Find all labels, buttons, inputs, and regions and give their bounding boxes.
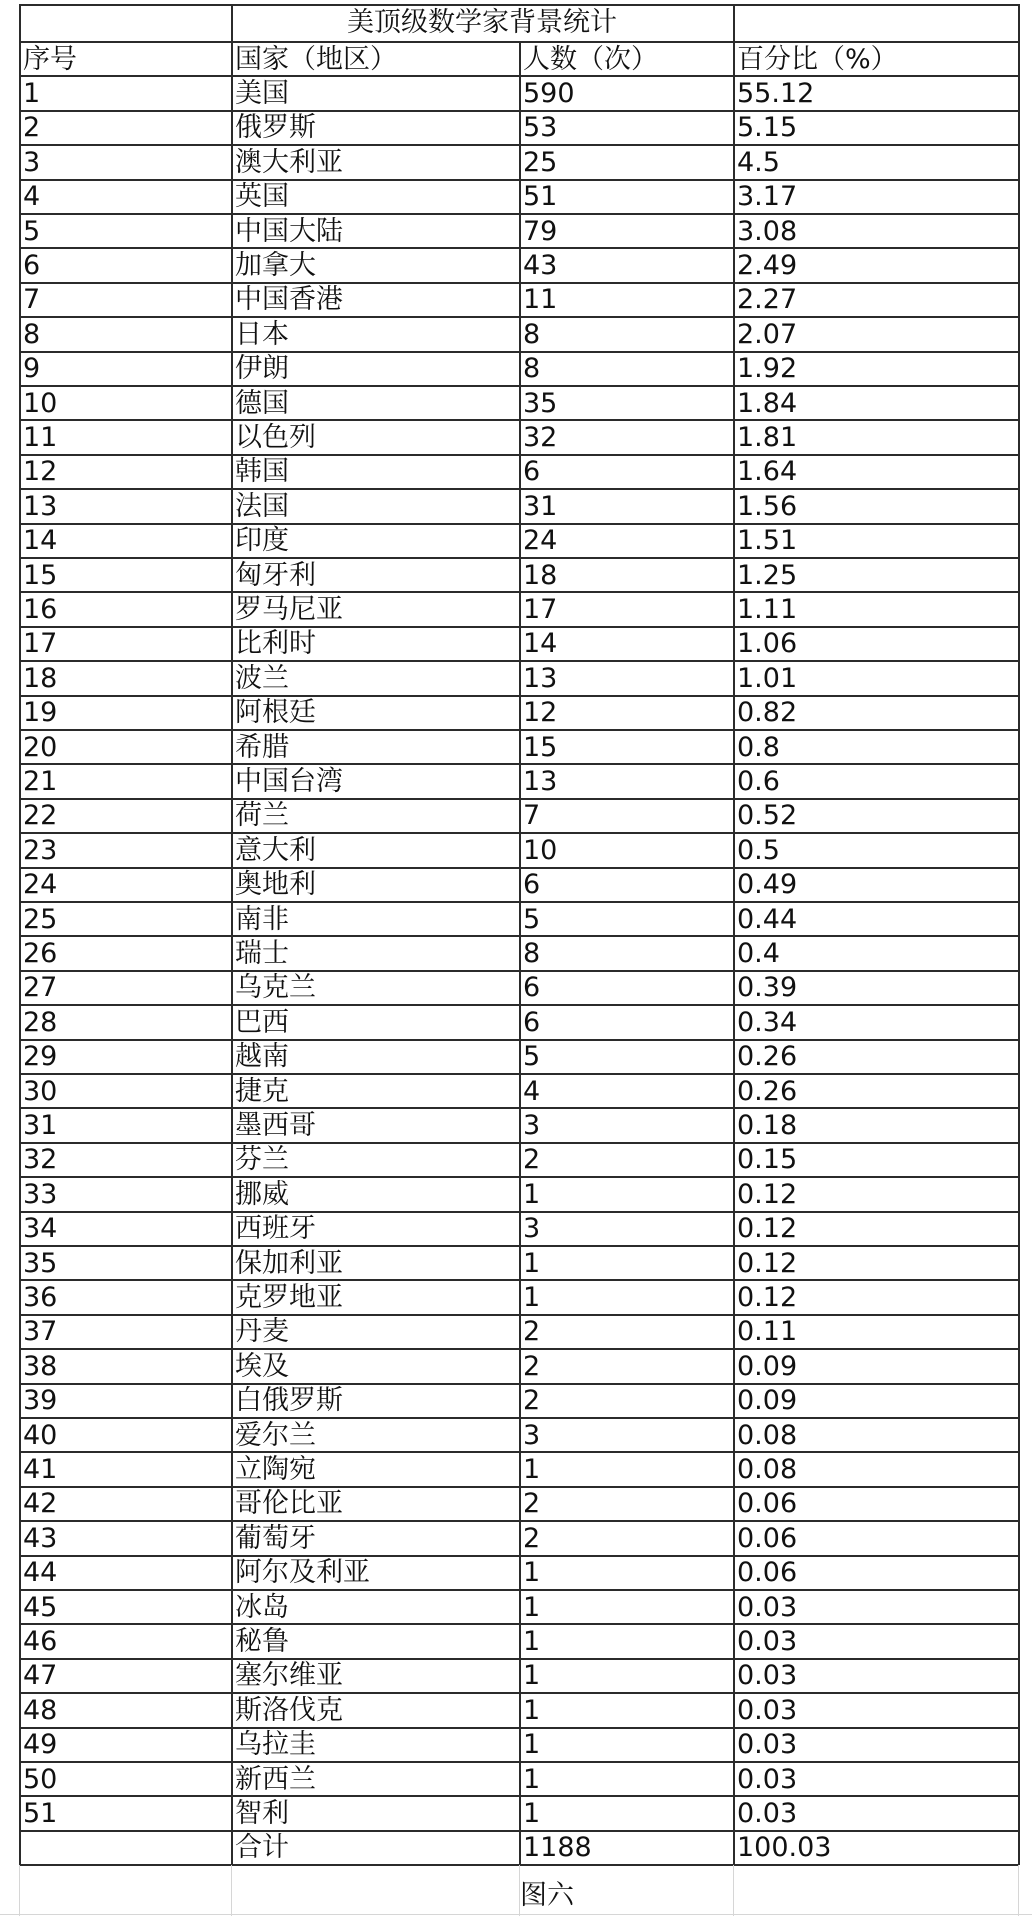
cell-country: 芬兰 bbox=[235, 1144, 289, 1176]
cell-index: 37 bbox=[23, 1316, 58, 1348]
cell-index: 34 bbox=[23, 1213, 58, 1245]
cell-country: 罗马尼亚 bbox=[235, 593, 343, 625]
cell-percent: 1.81 bbox=[737, 421, 798, 453]
cell-index: 17 bbox=[23, 628, 58, 660]
cell-country: 德国 bbox=[235, 387, 289, 419]
cell-index: 3 bbox=[23, 146, 41, 178]
cell-index: 14 bbox=[23, 525, 58, 557]
cell-percent: 0.03 bbox=[737, 1625, 798, 1657]
cell-percent: 1.92 bbox=[737, 353, 798, 385]
column-divider bbox=[733, 4, 735, 1865]
cell-country: 保加利亚 bbox=[235, 1247, 343, 1279]
cell-country: 乌克兰 bbox=[235, 972, 316, 1004]
cell-index: 41 bbox=[23, 1453, 58, 1485]
cell-index: 51 bbox=[23, 1797, 58, 1829]
cell-index: 30 bbox=[23, 1075, 58, 1107]
cell-index: 15 bbox=[23, 559, 58, 591]
cell-country: 秘鲁 bbox=[235, 1625, 289, 1657]
cell-country: 比利时 bbox=[235, 628, 316, 660]
cell-count: 32 bbox=[523, 421, 558, 453]
cell-index: 25 bbox=[23, 903, 58, 935]
cell-count: 13 bbox=[523, 662, 558, 694]
cell-index: 8 bbox=[23, 318, 41, 350]
cell-percent: 0.12 bbox=[737, 1247, 798, 1279]
cell-country: 法国 bbox=[235, 490, 289, 522]
cell-count: 1 bbox=[523, 1247, 541, 1279]
cell-count: 1 bbox=[523, 1178, 541, 1210]
cell-index: 20 bbox=[23, 731, 58, 763]
cell-index: 4 bbox=[23, 181, 41, 213]
cell-country: 乌拉圭 bbox=[235, 1729, 316, 1761]
cell-index: 12 bbox=[23, 456, 58, 488]
cell-country: 越南 bbox=[235, 1041, 289, 1073]
cell-count: 1 bbox=[523, 1729, 541, 1761]
cell-count: 35 bbox=[523, 387, 558, 419]
cell-percent: 1.06 bbox=[737, 628, 798, 660]
grid-faint bbox=[19, 1865, 20, 1916]
cell-count: 11 bbox=[523, 284, 558, 316]
cell-percent: 1.51 bbox=[737, 525, 798, 557]
cell-count: 2 bbox=[523, 1144, 541, 1176]
cell-index: 1 bbox=[23, 77, 41, 109]
cell-index: 36 bbox=[23, 1281, 58, 1313]
cell-percent: 0.82 bbox=[737, 697, 798, 729]
cell-count: 2 bbox=[523, 1522, 541, 1554]
cell-percent: 0.09 bbox=[737, 1350, 798, 1382]
cell-country: 哥伦比亚 bbox=[235, 1488, 343, 1520]
cell-country: 奥地利 bbox=[235, 869, 316, 901]
cell-count: 1 bbox=[523, 1797, 541, 1829]
header-count: 人数（次） bbox=[523, 43, 658, 75]
border-top bbox=[20, 4, 1019, 6]
cell-count: 24 bbox=[523, 525, 558, 557]
cell-country: 日本 bbox=[235, 318, 289, 350]
cell-count: 2 bbox=[523, 1385, 541, 1417]
cell-percent: 0.6 bbox=[737, 765, 780, 797]
cell-country: 荷兰 bbox=[235, 800, 289, 832]
total-percent: 100.03 bbox=[737, 1832, 832, 1864]
cell-percent: 1.01 bbox=[737, 662, 798, 694]
cell-country: 希腊 bbox=[235, 731, 289, 763]
cell-percent: 0.09 bbox=[737, 1385, 798, 1417]
cell-index: 22 bbox=[23, 800, 58, 832]
header-country: 国家（地区） bbox=[235, 43, 397, 75]
cell-country: 冰岛 bbox=[235, 1591, 289, 1623]
cell-percent: 0.06 bbox=[737, 1488, 798, 1520]
cell-index: 7 bbox=[23, 284, 41, 316]
cell-percent: 0.03 bbox=[737, 1729, 798, 1761]
cell-percent: 0.11 bbox=[737, 1316, 798, 1348]
cell-count: 8 bbox=[523, 937, 541, 969]
cell-index: 16 bbox=[23, 593, 58, 625]
cell-count: 6 bbox=[523, 456, 541, 488]
grid-faint bbox=[1018, 1865, 1019, 1916]
cell-count: 1 bbox=[523, 1591, 541, 1623]
cell-index: 6 bbox=[23, 249, 41, 281]
cell-country: 俄罗斯 bbox=[235, 112, 316, 144]
cell-country: 爱尔兰 bbox=[235, 1419, 316, 1451]
total-index bbox=[23, 1831, 229, 1865]
cell-count: 31 bbox=[523, 490, 558, 522]
cell-count: 1 bbox=[523, 1557, 541, 1589]
cell-country: 韩国 bbox=[235, 456, 289, 488]
cell-count: 5 bbox=[523, 1041, 541, 1073]
cell-count: 3 bbox=[523, 1213, 541, 1245]
cell-index: 42 bbox=[23, 1488, 58, 1520]
cell-index: 39 bbox=[23, 1385, 58, 1417]
grid-faint bbox=[733, 1865, 734, 1916]
cell-count: 1 bbox=[523, 1660, 541, 1692]
cell-percent: 1.84 bbox=[737, 387, 798, 419]
cell-count: 1 bbox=[523, 1453, 541, 1485]
cell-index: 24 bbox=[23, 869, 58, 901]
cell-percent: 0.08 bbox=[737, 1453, 798, 1485]
cell-index: 11 bbox=[23, 421, 58, 453]
cell-percent: 0.26 bbox=[737, 1075, 798, 1107]
cell-country: 墨西哥 bbox=[235, 1109, 316, 1141]
cell-index: 40 bbox=[23, 1419, 58, 1451]
cell-percent: 0.08 bbox=[737, 1419, 798, 1451]
cell-country: 以色列 bbox=[235, 421, 316, 453]
cell-country: 智利 bbox=[235, 1797, 289, 1829]
cell-percent: 5.15 bbox=[737, 112, 798, 144]
cell-count: 51 bbox=[523, 181, 558, 213]
cell-count: 43 bbox=[523, 249, 558, 281]
cell-percent: 0.06 bbox=[737, 1557, 798, 1589]
cell-percent: 0.44 bbox=[737, 903, 798, 935]
cell-count: 1 bbox=[523, 1763, 541, 1795]
cell-index: 23 bbox=[23, 834, 58, 866]
cell-index: 43 bbox=[23, 1522, 58, 1554]
cell-percent: 0.49 bbox=[737, 869, 798, 901]
cell-percent: 1.11 bbox=[737, 593, 798, 625]
cell-percent: 2.49 bbox=[737, 249, 798, 281]
cell-count: 1 bbox=[523, 1625, 541, 1657]
cell-percent: 2.07 bbox=[737, 318, 798, 350]
figure-caption: 图六 bbox=[520, 1880, 574, 1911]
cell-count: 6 bbox=[523, 869, 541, 901]
cell-count: 2 bbox=[523, 1350, 541, 1382]
cell-count: 8 bbox=[523, 353, 541, 385]
cell-percent: 0.8 bbox=[737, 731, 780, 763]
cell-country: 伊朗 bbox=[235, 353, 289, 385]
cell-country: 英国 bbox=[235, 181, 289, 213]
cell-percent: 3.17 bbox=[737, 181, 798, 213]
cell-percent: 2.27 bbox=[737, 284, 798, 316]
cell-index: 31 bbox=[23, 1109, 58, 1141]
cell-count: 53 bbox=[523, 112, 558, 144]
cell-country: 斯洛伐克 bbox=[235, 1694, 343, 1726]
cell-country: 巴西 bbox=[235, 1006, 289, 1038]
cell-count: 4 bbox=[523, 1075, 541, 1107]
cell-count: 2 bbox=[523, 1316, 541, 1348]
table-title: 美顶级数学家背景统计 bbox=[347, 7, 617, 38]
cell-count: 8 bbox=[523, 318, 541, 350]
column-divider bbox=[519, 42, 521, 1865]
cell-index: 13 bbox=[23, 490, 58, 522]
cell-country: 中国香港 bbox=[235, 284, 343, 316]
cell-count: 2 bbox=[523, 1488, 541, 1520]
cell-country: 加拿大 bbox=[235, 249, 316, 281]
cell-country: 意大利 bbox=[235, 834, 316, 866]
column-divider bbox=[231, 4, 233, 1865]
border-left bbox=[19, 4, 21, 1865]
cell-country: 南非 bbox=[235, 903, 289, 935]
cell-country: 葡萄牙 bbox=[235, 1522, 316, 1554]
cell-index: 45 bbox=[23, 1591, 58, 1623]
cell-index: 19 bbox=[23, 697, 58, 729]
cell-percent: 0.03 bbox=[737, 1797, 798, 1829]
cell-count: 7 bbox=[523, 800, 541, 832]
cell-index: 35 bbox=[23, 1247, 58, 1279]
cell-country: 匈牙利 bbox=[235, 559, 316, 591]
cell-index: 9 bbox=[23, 353, 41, 385]
cell-count: 13 bbox=[523, 765, 558, 797]
cell-percent: 4.5 bbox=[737, 146, 780, 178]
cell-country: 瑞士 bbox=[235, 937, 289, 969]
cell-index: 46 bbox=[23, 1625, 58, 1657]
cell-country: 白俄罗斯 bbox=[235, 1385, 343, 1417]
cell-index: 49 bbox=[23, 1729, 58, 1761]
cell-percent: 0.12 bbox=[737, 1281, 798, 1313]
cell-percent: 0.5 bbox=[737, 834, 780, 866]
cell-country: 捷克 bbox=[235, 1075, 289, 1107]
cell-percent: 0.06 bbox=[737, 1522, 798, 1554]
cell-country: 挪威 bbox=[235, 1178, 289, 1210]
cell-country: 阿根廷 bbox=[235, 697, 316, 729]
cell-count: 17 bbox=[523, 593, 558, 625]
cell-country: 中国大陆 bbox=[235, 215, 343, 247]
cell-count: 15 bbox=[523, 731, 558, 763]
cell-country: 新西兰 bbox=[235, 1763, 316, 1795]
cell-index: 18 bbox=[23, 662, 58, 694]
cell-count: 14 bbox=[523, 628, 558, 660]
cell-percent: 0.03 bbox=[737, 1591, 798, 1623]
cell-percent: 0.18 bbox=[737, 1109, 798, 1141]
cell-index: 29 bbox=[23, 1041, 58, 1073]
cell-count: 3 bbox=[523, 1109, 541, 1141]
cell-country: 西班牙 bbox=[235, 1213, 316, 1245]
header-index: 序号 bbox=[23, 43, 77, 75]
cell-percent: 3.08 bbox=[737, 215, 798, 247]
cell-count: 18 bbox=[523, 559, 558, 591]
border-right bbox=[1018, 4, 1020, 1865]
cell-country: 丹麦 bbox=[235, 1316, 289, 1348]
cell-count: 1 bbox=[523, 1281, 541, 1313]
cell-percent: 0.15 bbox=[737, 1144, 798, 1176]
cell-percent: 1.25 bbox=[737, 559, 798, 591]
cell-count: 590 bbox=[523, 77, 575, 109]
cell-country: 塞尔维亚 bbox=[235, 1660, 343, 1692]
cell-percent: 0.34 bbox=[737, 1006, 798, 1038]
cell-index: 5 bbox=[23, 215, 41, 247]
cell-count: 25 bbox=[523, 146, 558, 178]
cell-percent: 0.03 bbox=[737, 1763, 798, 1795]
cell-index: 48 bbox=[23, 1694, 58, 1726]
cell-index: 21 bbox=[23, 765, 58, 797]
cell-index: 47 bbox=[23, 1660, 58, 1692]
total-count: 1188 bbox=[523, 1832, 592, 1864]
cell-percent: 0.03 bbox=[737, 1694, 798, 1726]
header-percent: 百分比（%） bbox=[737, 43, 898, 75]
total-country: 合计 bbox=[235, 1832, 289, 1864]
cell-percent: 1.64 bbox=[737, 456, 798, 488]
cell-country: 印度 bbox=[235, 525, 289, 557]
cell-percent: 0.03 bbox=[737, 1660, 798, 1692]
cell-index: 26 bbox=[23, 937, 58, 969]
cell-count: 79 bbox=[523, 215, 558, 247]
cell-index: 32 bbox=[23, 1144, 58, 1176]
cell-percent: 0.4 bbox=[737, 937, 780, 969]
cell-percent: 0.52 bbox=[737, 800, 798, 832]
cell-country: 中国台湾 bbox=[235, 765, 343, 797]
cell-percent: 0.26 bbox=[737, 1041, 798, 1073]
cell-count: 10 bbox=[523, 834, 558, 866]
cell-count: 3 bbox=[523, 1419, 541, 1451]
cell-count: 6 bbox=[523, 1006, 541, 1038]
cell-count: 1 bbox=[523, 1694, 541, 1726]
cell-country: 立陶宛 bbox=[235, 1453, 316, 1485]
cell-count: 6 bbox=[523, 972, 541, 1004]
cell-country: 波兰 bbox=[235, 662, 289, 694]
cell-percent: 0.39 bbox=[737, 972, 798, 1004]
cell-index: 28 bbox=[23, 1006, 58, 1038]
cell-index: 27 bbox=[23, 972, 58, 1004]
grid-faint bbox=[519, 1865, 520, 1916]
cell-percent: 0.12 bbox=[737, 1213, 798, 1245]
cell-index: 2 bbox=[23, 112, 41, 144]
cell-count: 12 bbox=[523, 697, 558, 729]
cell-country: 澳大利亚 bbox=[235, 146, 343, 178]
cell-country: 埃及 bbox=[235, 1350, 289, 1382]
cell-index: 10 bbox=[23, 387, 58, 419]
cell-country: 克罗地亚 bbox=[235, 1281, 343, 1313]
cell-count: 5 bbox=[523, 903, 541, 935]
cell-index: 44 bbox=[23, 1557, 58, 1589]
grid-faint bbox=[0, 1914, 1032, 1915]
cell-index: 50 bbox=[23, 1763, 58, 1795]
cell-percent: 0.12 bbox=[737, 1178, 798, 1210]
cell-index: 38 bbox=[23, 1350, 58, 1382]
cell-country: 阿尔及利亚 bbox=[235, 1557, 370, 1589]
cell-percent: 55.12 bbox=[737, 77, 815, 109]
cell-index: 33 bbox=[23, 1178, 58, 1210]
cell-country: 美国 bbox=[235, 77, 289, 109]
grid-faint bbox=[231, 1865, 232, 1916]
cell-percent: 1.56 bbox=[737, 490, 798, 522]
